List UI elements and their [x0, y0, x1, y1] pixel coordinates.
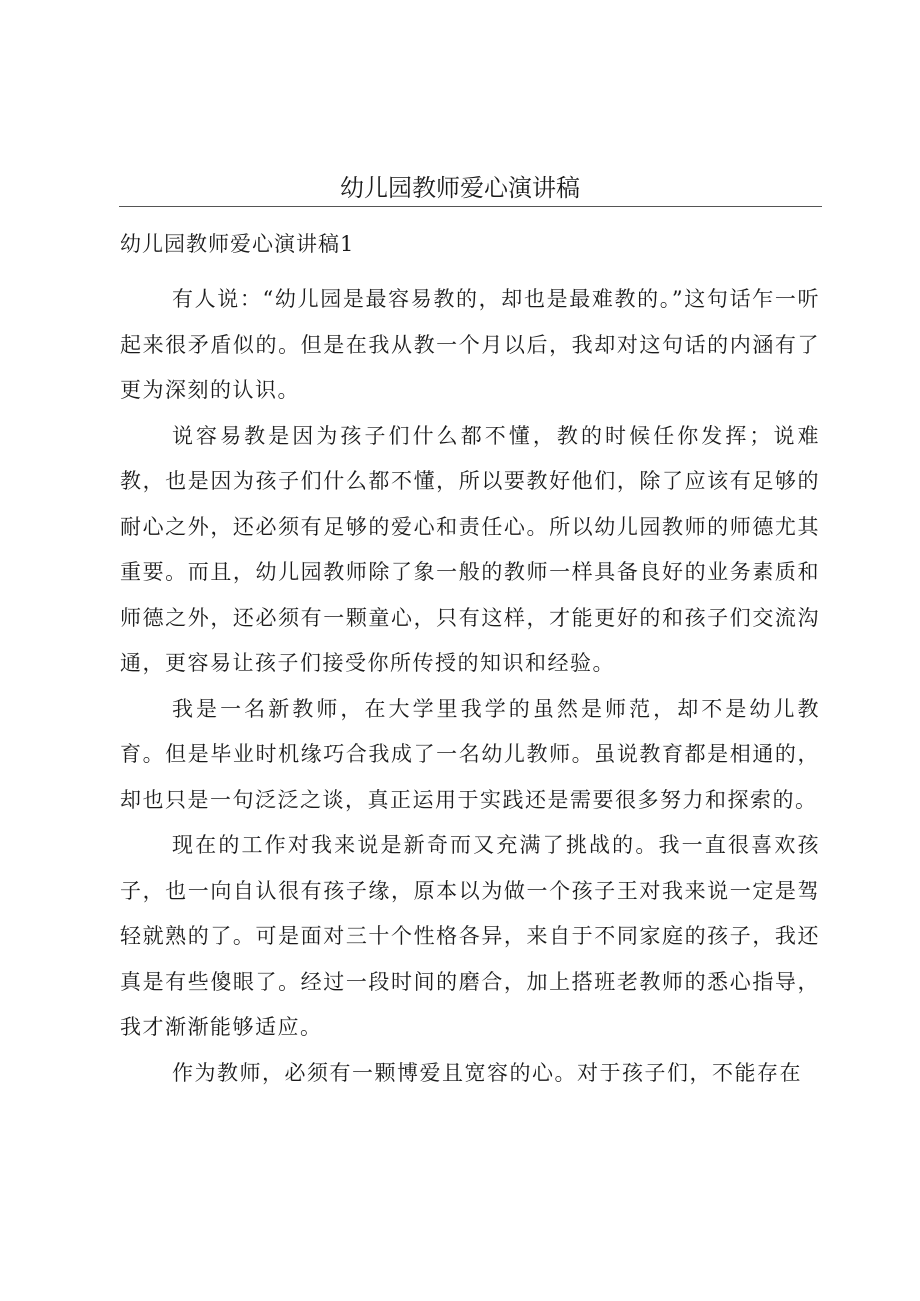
section-heading: 幼儿园教师爱心演讲稿1 — [120, 232, 355, 256]
paragraph: 有人说：“幼儿园是最容易教的，却也是最难教的。”这句话乍一听起来很矛盾似的。但是在我从教一个月以后，我却对这句话的内涵有了更为深刻的认识。 — [120, 287, 820, 402]
document-title: 幼儿园教师爱心演讲稿 — [340, 174, 580, 202]
paragraph: 说容易教是因为孩子们什么都不懂，教的时候任你发挥；说难教，也是因为孩子们什么都不懂，所以要教好他们，除了应该有足够的耐心之外，还必须有足够的爱心和责任心。所以幼儿园教师的师德尤其重要。而且，幼儿园教师除了象一般的教师一样具备良好的业务素质和师德之外，还必须有一颗童心，只有这样，才能更好的和孩子们交流沟通，更容易让孩子们接受你所传授的知识和经验。 — [120, 423, 820, 675]
paragraph: 作为教师，必须有一颗博爱且宽容的心。对于孩子们，不能存在 — [172, 1060, 802, 1085]
paragraph: 我是一名新教师，在大学里我学的虽然是师范，却不是幼儿教育。但是毕业时机缘巧合我成了一名幼儿教师。虽说教育都是相通的，却也只是一句泛泛之谈，真正运用于实践还是需要很多努力和探索的。 — [120, 696, 820, 812]
paragraph: 现在的工作对我来说是新奇而又充满了挑战的。我一直很喜欢孩子，也一向自认很有孩子缘，原本以为做一个孩子王对我来说一定是驾轻就熟的了。可是面对三十个性格各异，来自于不同家庭的孩子，我还真是有些傻眼了。经过一段时间的磨合，加上搭班老教师的悉心指导，我才渐渐能够适应。 — [120, 833, 820, 1039]
title-divider — [119, 206, 822, 207]
document-body — [120, 277, 820, 1096]
